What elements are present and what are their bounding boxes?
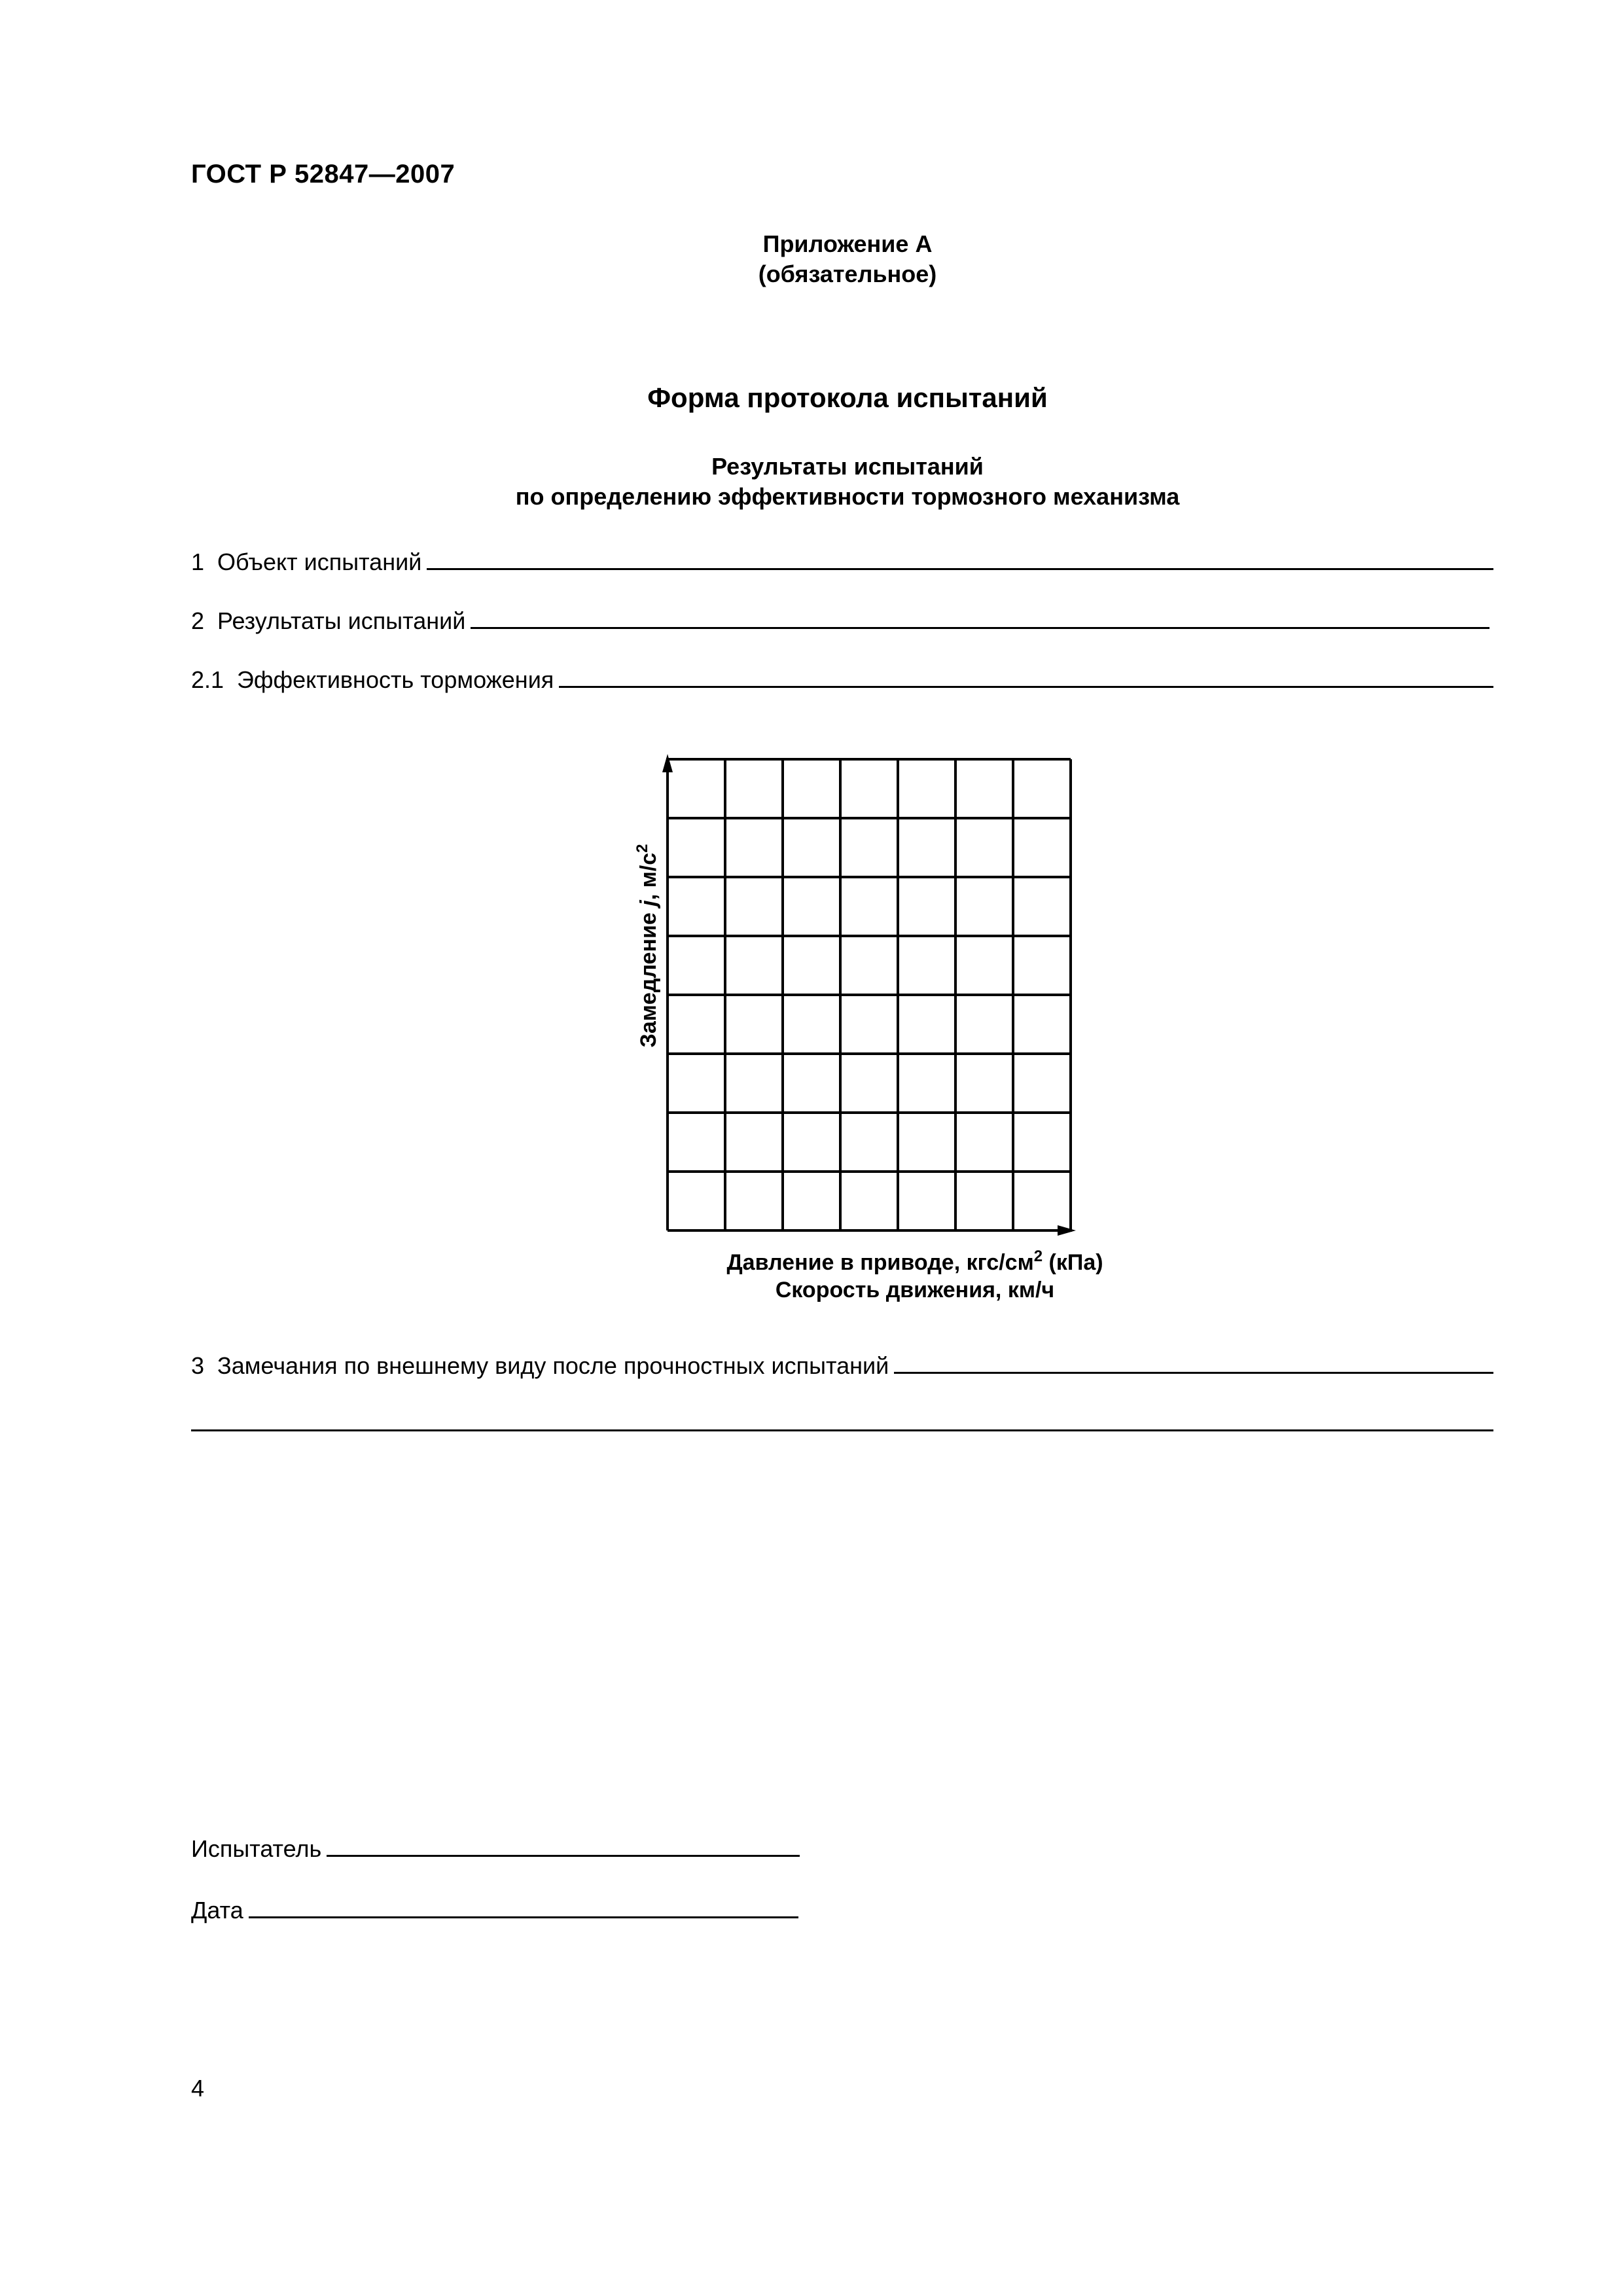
results-subtitle: по определению эффективности тормозного механизма xyxy=(515,483,1180,510)
field-remarks-line[interactable] xyxy=(894,1371,1493,1374)
appendix-status: (обязательное) xyxy=(758,260,937,287)
braking-chart-svg xyxy=(615,740,1103,1302)
field-tester[interactable] xyxy=(191,1830,800,1863)
braking-chart xyxy=(615,740,1103,1302)
field-date-label: Дата xyxy=(191,1897,243,1924)
y-axis-label-unit: , м/с xyxy=(636,852,661,901)
field-remarks-label: 3 Замечания по внешнему виду после прочностных испытаний xyxy=(191,1352,889,1379)
field-braking-efficiency-line[interactable] xyxy=(559,685,1493,688)
x-axis-label-line2: Скорость движения, км/ч xyxy=(775,1278,1055,1302)
field-tester-line[interactable] xyxy=(327,1854,800,1857)
y-axis-label-variable: j xyxy=(636,900,661,906)
field-test-object[interactable] xyxy=(191,543,1493,576)
x-axis-arrow xyxy=(1058,1225,1076,1236)
y-axis-arrow xyxy=(662,754,673,772)
x-axis-label-text: Давление в приводе, кгс/см xyxy=(726,1250,1034,1275)
x-axis-label-unit: (кПа) xyxy=(1043,1250,1103,1275)
y-axis-label xyxy=(633,844,662,1048)
y-axis-label-superscript: 2 xyxy=(633,844,651,853)
field-tester-label: Испытатель xyxy=(191,1835,322,1862)
page-number: 4 xyxy=(191,2075,205,2102)
field-braking-efficiency-label: 2.1 Эффективность торможения xyxy=(191,666,554,693)
field-remarks-line-2[interactable] xyxy=(191,1429,1493,1431)
x-axis-label xyxy=(726,1247,1103,1276)
document-code: ГОСТ Р 52847—2007 xyxy=(191,160,455,188)
results-title: Результаты испытаний xyxy=(711,453,984,480)
field-test-object-line[interactable] xyxy=(427,567,1493,570)
appendix-title: Приложение А xyxy=(762,230,933,257)
field-date[interactable] xyxy=(191,1892,798,1924)
field-braking-efficiency[interactable] xyxy=(191,661,1493,694)
x-axis-label-superscript: 2 xyxy=(1033,1247,1043,1265)
field-test-results-line[interactable] xyxy=(471,626,1489,629)
field-test-results-label: 2 Результаты испытаний xyxy=(191,607,466,634)
y-axis-label-text: Замедление xyxy=(636,906,661,1048)
form-title: Форма протокола испытаний xyxy=(647,382,1048,413)
field-remarks[interactable] xyxy=(191,1347,1493,1380)
field-test-object-label: 1 Объект испытаний xyxy=(191,548,422,575)
field-date-line[interactable] xyxy=(249,1916,798,1918)
field-test-results[interactable] xyxy=(191,602,1489,635)
